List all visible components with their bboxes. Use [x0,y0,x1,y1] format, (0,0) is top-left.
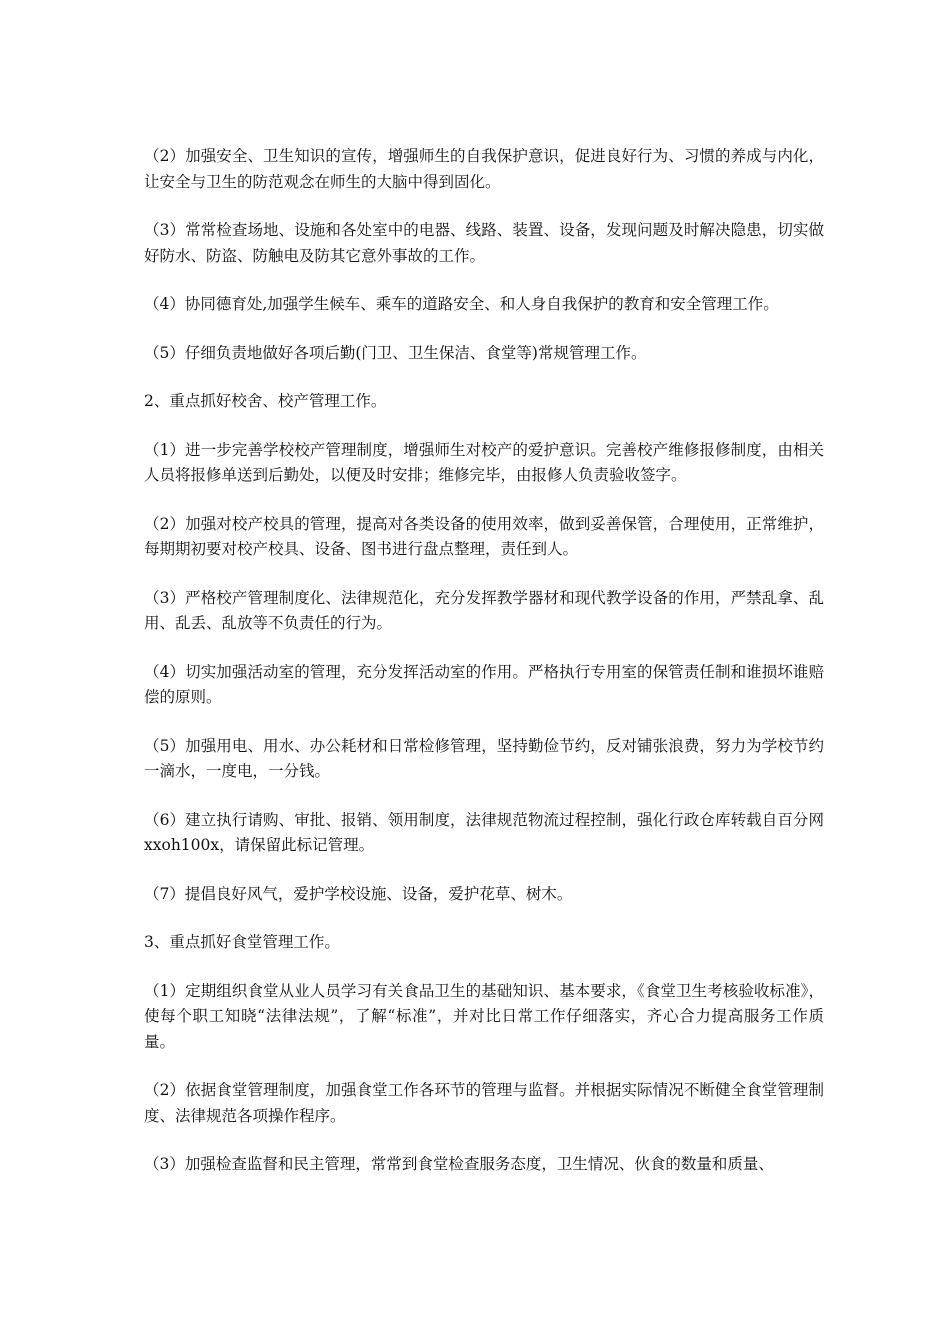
paragraph: （2）加强安全、卫生知识的宣传，增强师生的自我保护意识，促进良好行为、习惯的养成与内化，让安全与卫生的防范观念在师生的大脑中得到固化。 [144,147,824,191]
paragraph: （3）常常检查场地、设施和各处室中的电器、线路、装置、设备，发现问题及时解决隐患，切实做好防水、防盗、防触电及防其它意外事故的工作。 [144,221,824,265]
paragraph: （4）切实加强活动室的管理，充分发挥活动室的作用。严格执行专用室的保管责任制和谁损坏谁赔偿的原则。 [144,662,824,706]
paragraph: （6）建立执行请购、审批、报销、领用制度，法律规范物流过程控制，强化行政仓库转载自百分网 xxoh100x，请保留此标记管理。 [144,810,824,854]
paragraph: （2）加强对校产校具的管理，提高对各类设备的使用效率，做到妥善保管，合理使用，正常维护，每期期初要对校产校具、设备、图书进行盘点整理，责任到人。 [144,514,824,558]
section-heading: 3、重点抓好食堂管理工作。 [144,933,340,951]
section-heading: 2、重点抓好校舍、校产管理工作。 [144,392,387,410]
paragraph: （1）定期组织食堂从业人员学习有关食品卫生的基础知识、基本要求，《食堂卫生考核验收标准》，使每个职工知晓“法律法规”，了解“标准”，并对比日常工作仔细落实，齐心合力提高服务工作质量。 [144,981,824,1051]
paragraph: （7）提倡良好风气，爱护学校设施、设备，爱护花草、树木。 [144,884,573,903]
paragraph: （5）仔细负责地做好各项后勤(门卫、卫生保洁、食堂等)常规管理工作。 [144,343,647,362]
paragraph: （3）加强检查监督和民主管理，常常到食堂检查服务态度，卫生情况、伙食的数量和质量、 [144,1155,774,1173]
paragraph: （2）依据食堂管理制度，加强食堂工作各环节的管理与监督。并根据实际情况不断健全食堂管理制度、法律规范各项操作程序。 [144,1081,824,1125]
paragraph: （1）进一步完善学校校产管理制度，增强师生对校产的爱护意识。完善校产维修报修制度，由相关人员将报修单送到后勤处，以便及时安排；维修完毕，由报修人负责验收签字。 [144,440,824,484]
paragraph: （5）加强用电、用水、办公耗材和日常检修管理，坚持勤俭节约，反对铺张浪费，努力为学校节约一滴水，一度电，一分钱。 [144,736,824,780]
paragraph: （4）协同德育处,加强学生候车、乘车的道路安全、和人身自我保护的教育和安全管理工作。 [144,295,779,313]
document-body [144,144,824,1201]
paragraph: （3）严格校产管理制度化、法律规范化，充分发挥教学器材和现代教学设备的作用，严禁乱拿、乱用、乱丢、乱放等不负责任的行为。 [144,588,824,632]
